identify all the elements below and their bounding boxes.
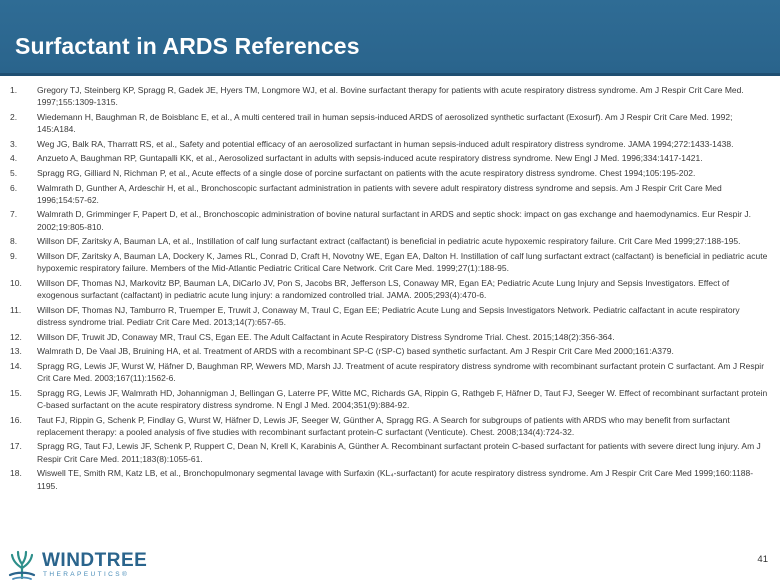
reference-text: Willson DF, Zaritsky A, Bauman LA, Dockery K, James RL, Conrad D, Craft H, Novotny WE, Egan EA, Dalton H. Instillation of calf lung surfactant extract (calfactant) is beneficial in pediatric acute hypoxemic respiratory failure. Members of the Mid-Atlantic Pediatric Critical Care Network. Crit Care Med. 1999;27(1):188-95.	[37, 250, 768, 274]
reference-number: 14.	[10, 360, 22, 371]
reference-number: 17.	[10, 441, 22, 452]
logo-trademark: ®	[122, 571, 130, 578]
reference-text: Spragg RG, Taut FJ, Lewis JF, Schenk P, Ruppert C, Dean N, Krell K, Karabinis A, Günther A. Recombinant surfactant protein C-based surfactant for patients with severe direct lung injury. Am J Respir Crit Care Med. 2011;183(8):1055-61.	[37, 441, 761, 464]
reference-text: Spragg RG, Lewis JF, Wurst W, Häfner D, Baughman RP, Wewers MD, Marsh JJ. Treatment of acute respiratory distress syndrome with recombinant surfactant protein C surfactant. Am J Respir Crit Care Med. 2003;167(11):1562-6.	[37, 360, 765, 384]
reference-item	[10, 152, 770, 164]
windtree-logo	[6, 547, 156, 581]
slide-title: Surfactant in ARDS References	[15, 33, 360, 59]
slide-footer	[0, 542, 780, 585]
reference-number: 4.	[10, 153, 18, 164]
logo-subtitle	[43, 571, 129, 578]
reference-text: Wiedemann H, Baughman R, de Boisblanc E, et al., A multi centered trail in human sepsis-induced ARDS of aerosolized synthetic surfactant (Exosurf). Am J Respir Crit Care Med. 1992; 145:A184.	[37, 111, 733, 135]
reference-number: 16.	[10, 414, 22, 425]
reference-text: Spragg RG, Lewis JF, Walmrath HD, Johannigman J, Bellingan G, Laterre PF, Witte MC, Richards GA, Rippin G, Rathgeb F, Häfner D, Taut FJ, Seeger W. Effect of recombinant surfactant protein C-based surfactant on the acute respiratory distress syndrome. N Engl J Med. 2004;351(9):884-92.	[37, 387, 768, 410]
reference-list	[10, 84, 770, 494]
reference-number: 9.	[10, 250, 18, 261]
reference-number: 5.	[10, 167, 18, 178]
reference-number: 15.	[10, 387, 22, 398]
reference-item	[10, 345, 770, 357]
reference-item	[10, 250, 770, 275]
reference-item	[10, 440, 770, 465]
reference-item	[10, 304, 770, 329]
reference-text: Walmrath D, De Vaal JB, Bruining HA, et al. Treatment of ARDS with a recombinant SP-C (rSP-C) based synthetic surfactant. Am J Respir Crit Care Med 2000;161:A379.	[37, 346, 674, 357]
reference-number: 12.	[10, 331, 22, 342]
reference-text: Wiswell TE, Smith RM, Katz LB, et al., Bronchopulmonary segmental lavage with Surfaxin (KL₄-surfactant) for acute respiratory distress syndrome. Am J Respir Crit Care Med 1999;160:1188-1195.	[37, 468, 754, 491]
reference-item	[10, 331, 770, 343]
reference-item	[10, 182, 770, 207]
reference-number: 18.	[10, 468, 22, 479]
reference-text: Gregory TJ, Steinberg KP, Spragg R, Gadek JE, Hyers TM, Longmore WJ, et al. Bovine surfactant therapy for patients with acute respiratory distress syndrome. Am J Respir Crit Care Med. 1997;155:1309-1315.	[37, 85, 744, 108]
reference-number: 2.	[10, 111, 18, 122]
reference-text: Anzueto A, Baughman RP, Guntapalli KK, et al., Aerosolized surfactant in adults with sepsis-induced acute respiratory distress syndrome. New Engl J Med. 1996;334:1417-1421.	[37, 153, 703, 164]
reference-number: 13.	[10, 346, 22, 357]
reference-text: Willson DF, Thomas NJ, Tamburro R, Truemper E, Truwit J, Conaway M, Traul C, Egan EE; Pediatric Acute Lung and Sepsis Investigators Network. Pediatric calfactant in acute respiratory distress syndrome trial. Pediatr Crit Care Med. 2013;14(7):657-65.	[37, 304, 740, 328]
reference-text: Willson DF, Thomas NJ, Markovitz BP, Bauman LA, DiCarlo JV, Pon S, Jacobs BR, Jefferson LS, Conaway MR, Egan EA; Pediatric Acute Lung Injury and Sepsis Investigators. Effect of exogenous surfactant (calfactant) in pediatric acute lung injury: a randomized controlled trial. JAMA. 2005;293(4):470-6.	[37, 277, 730, 301]
reference-text: Weg JG, Balk RA, Tharratt RS, et al., Safety and potential efficacy of an aerosolized surfactant in human sepsis-induced adult respiratory distress syndrome. JAMA 1994;272:1433-1438.	[37, 138, 734, 149]
reference-number: 11.	[10, 304, 22, 315]
reference-item	[10, 84, 770, 109]
logo-name: WINDTREE	[42, 550, 148, 571]
reference-number: 7.	[10, 209, 18, 220]
title-bar	[0, 0, 780, 76]
reference-text: Walmrath D, Grimminger F, Papert D, et al., Bronchoscopic administration of bovine natural surfactant in ARDS and septic shock: impact on gas exchange and haemodynamics. Eur Respir J. 2002;19:805-810.	[37, 209, 752, 232]
reference-item	[10, 111, 770, 136]
reference-item	[10, 208, 770, 233]
logo-subtitle-text: THERAPEUTICS	[43, 571, 123, 578]
reference-item	[10, 277, 770, 302]
reference-text: Willson DF, Zaritsky A, Bauman LA, et al., Instillation of calf lung surfactant extract (calfactant) is beneficial in pediatric acute hypoxemic respiratory failure. Crit Care Med 1999;27:188-195.	[37, 236, 741, 247]
reference-text: Willson DF, Truwit JD, Conaway MR, Traul CS, Egan EE. The Adult Calfactant in Acute Respiratory Distress Syndrome Trial. Chest. 2015;148(2):356-364.	[37, 331, 615, 342]
reference-number: 10.	[10, 277, 22, 288]
reference-number: 8.	[10, 236, 18, 247]
reference-number: 1.	[10, 85, 18, 95]
reference-text: Taut FJ, Rippin G, Schenk P, Findlay G, Wurst W, Häfner D, Lewis JF, Seeger W, Günther A, Spragg RG. A Search for subgroups of patients with ARDS who may benefit from surfactant replacement therapy: a pooled analysis of five studies with recombinant surfactant protein-C surfactant (Venticute). Chest. 2008;134(4):724-32.	[37, 414, 730, 437]
reference-number: 6.	[10, 182, 18, 193]
reference-item	[10, 467, 770, 492]
reference-item	[10, 138, 770, 150]
tree-icon	[6, 549, 38, 581]
reference-number: 3.	[10, 138, 18, 149]
reference-item	[10, 414, 770, 439]
reference-text: Walmrath D, Gunther A, Ardeschir H, et al., Bronchoscopic surfactant administration in patients with severe adult respiratory distress syndrome and sepsis. Am J Respir Crit Care Med 1996;154:57-62.	[37, 182, 722, 205]
reference-item	[10, 167, 770, 179]
reference-item	[10, 235, 770, 247]
reference-item	[10, 360, 770, 385]
reference-text: Spragg RG, Gilliard N, Richman P, et al., Acute effects of a single dose of porcine surfactant on patients with the acute respiratory distress syndrome. Chest 1994;105:195-202.	[37, 167, 696, 178]
page-number: 41	[757, 554, 768, 565]
reference-item	[10, 387, 770, 412]
